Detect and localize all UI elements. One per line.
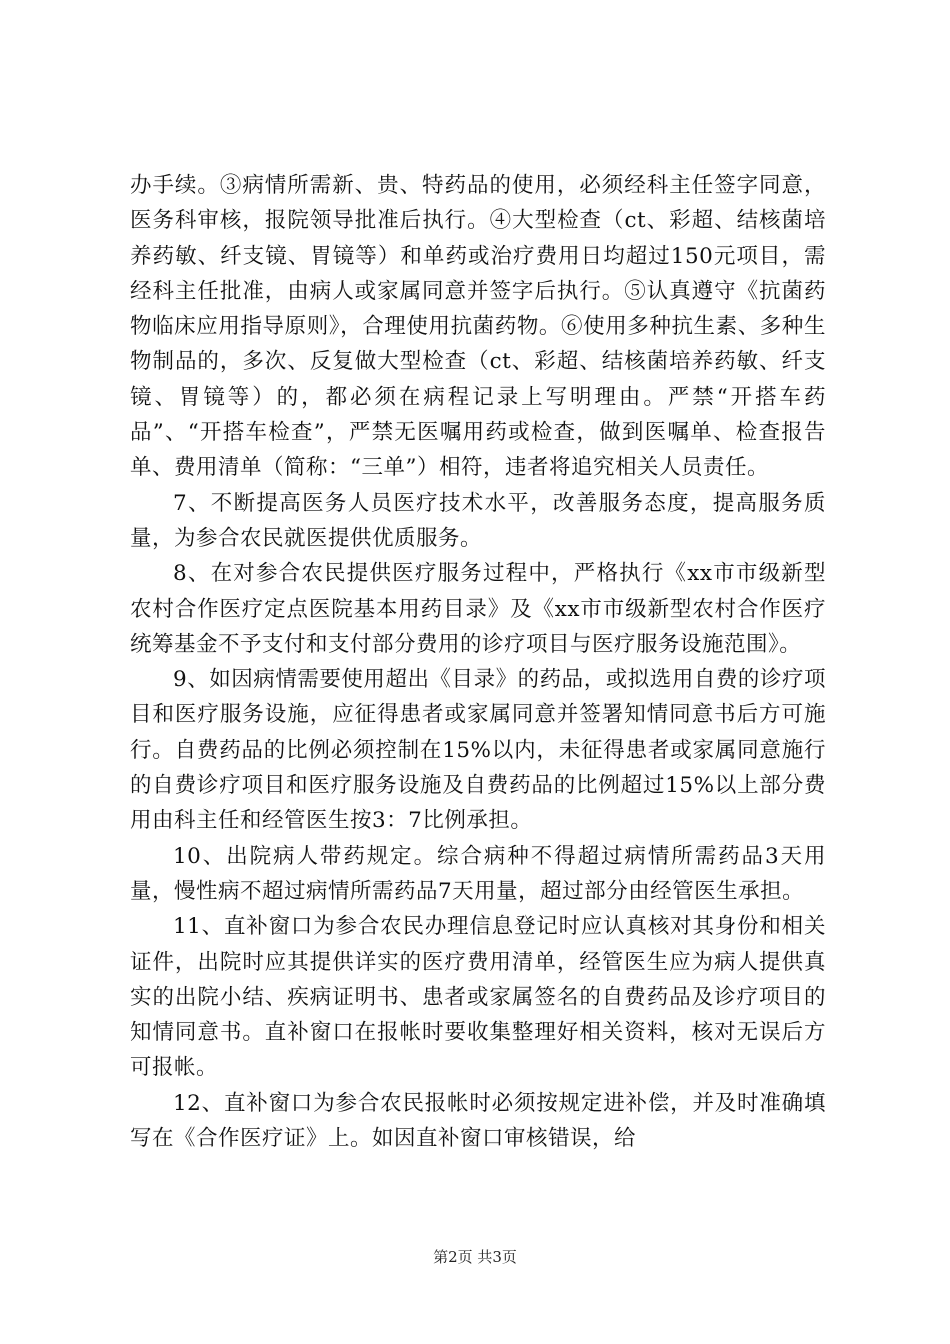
document-body	[130, 168, 826, 1156]
paragraph-item-12: 12、直补窗口为参合农民报帐时必须按规定进补偿，并及时准确填写在《合作医疗证》上。如因直补窗口审核错误，给	[130, 1090, 826, 1152]
page-number-footer: 第2页 共3页	[433, 1248, 517, 1266]
paragraph-item-11: 11、直补窗口为参合农民办理信息登记时应认真核对其身份和相关证件，出院时应其提供详实的医疗费用清单，经管医生应为病人提供真实的出院小结、疾病证明书、患者或家属签名的自费药品及诊疗项目的知情同意书。直补窗口在报帐时要收集整理好相关资料，核对无误后方可报帐。	[130, 914, 826, 1081]
paragraph-item-7: 7、不断提高医务人员医疗技术水平，改善服务态度，提高服务质量，为参合农民就医提供优质服务。	[130, 490, 826, 551]
paragraph-continuation: 办手续。③病情所需新、贵、特药品的使用，必须经科主任签字同意，医务科审核，报院领导批准后执行。④大型检查（ct、彩超、结核菌培养药敏、纤支镜、胃镜等）和单药或治疗费用日均超过150元项目，需经科主任批准，由病人或家属同意并签字后执行。⑤认真遵守《抗菌药物临床应用指导原则》，合理使用抗菌药物。⑥使用多种抗生素、多种生物制品的，多次、反复做大型检查（ct、彩超、结核菌培养药敏、纤支镜、胃镜等）的，都必须在病程记录上写明理由。严禁“开搭车药品”、“开搭车检查”，严禁无医嘱用药或检查，做到医嘱单、检查报告单、费用清单（简称：“三单”）相符，违者将追究相关人员责任。	[130, 173, 826, 481]
paragraph-item-8: 8、在对参合农民提供医疗服务过程中，严格执行《xx市市级新型农村合作医疗定点医院基本用药目录》及《xx市市级新型农村合作医疗统筹基金不予支付和支付部分费用的诊疗项目与医疗服务设施范围》。	[130, 561, 826, 657]
paragraph-item-9: 9、如因病情需要使用超出《目录》的药品，或拟选用自费的诊疗项目和医疗服务设施，应征得患者或家属同意并签署知情同意书后方可施行。自费药品的比例必须控制在15%以内，未征得患者或家属同意施行的自费诊疗项目和医疗服务设施及自费药品的比例超过15%以上部分费用由科主任和经管医生按3：7比例承担。	[130, 667, 826, 834]
paragraph-item-10: 10、出院病人带药规定。综合病种不得超过病情所需药品3天用量，慢性病不超过病情所需药品7天用量，超过部分由经管医生承担。	[130, 843, 826, 904]
